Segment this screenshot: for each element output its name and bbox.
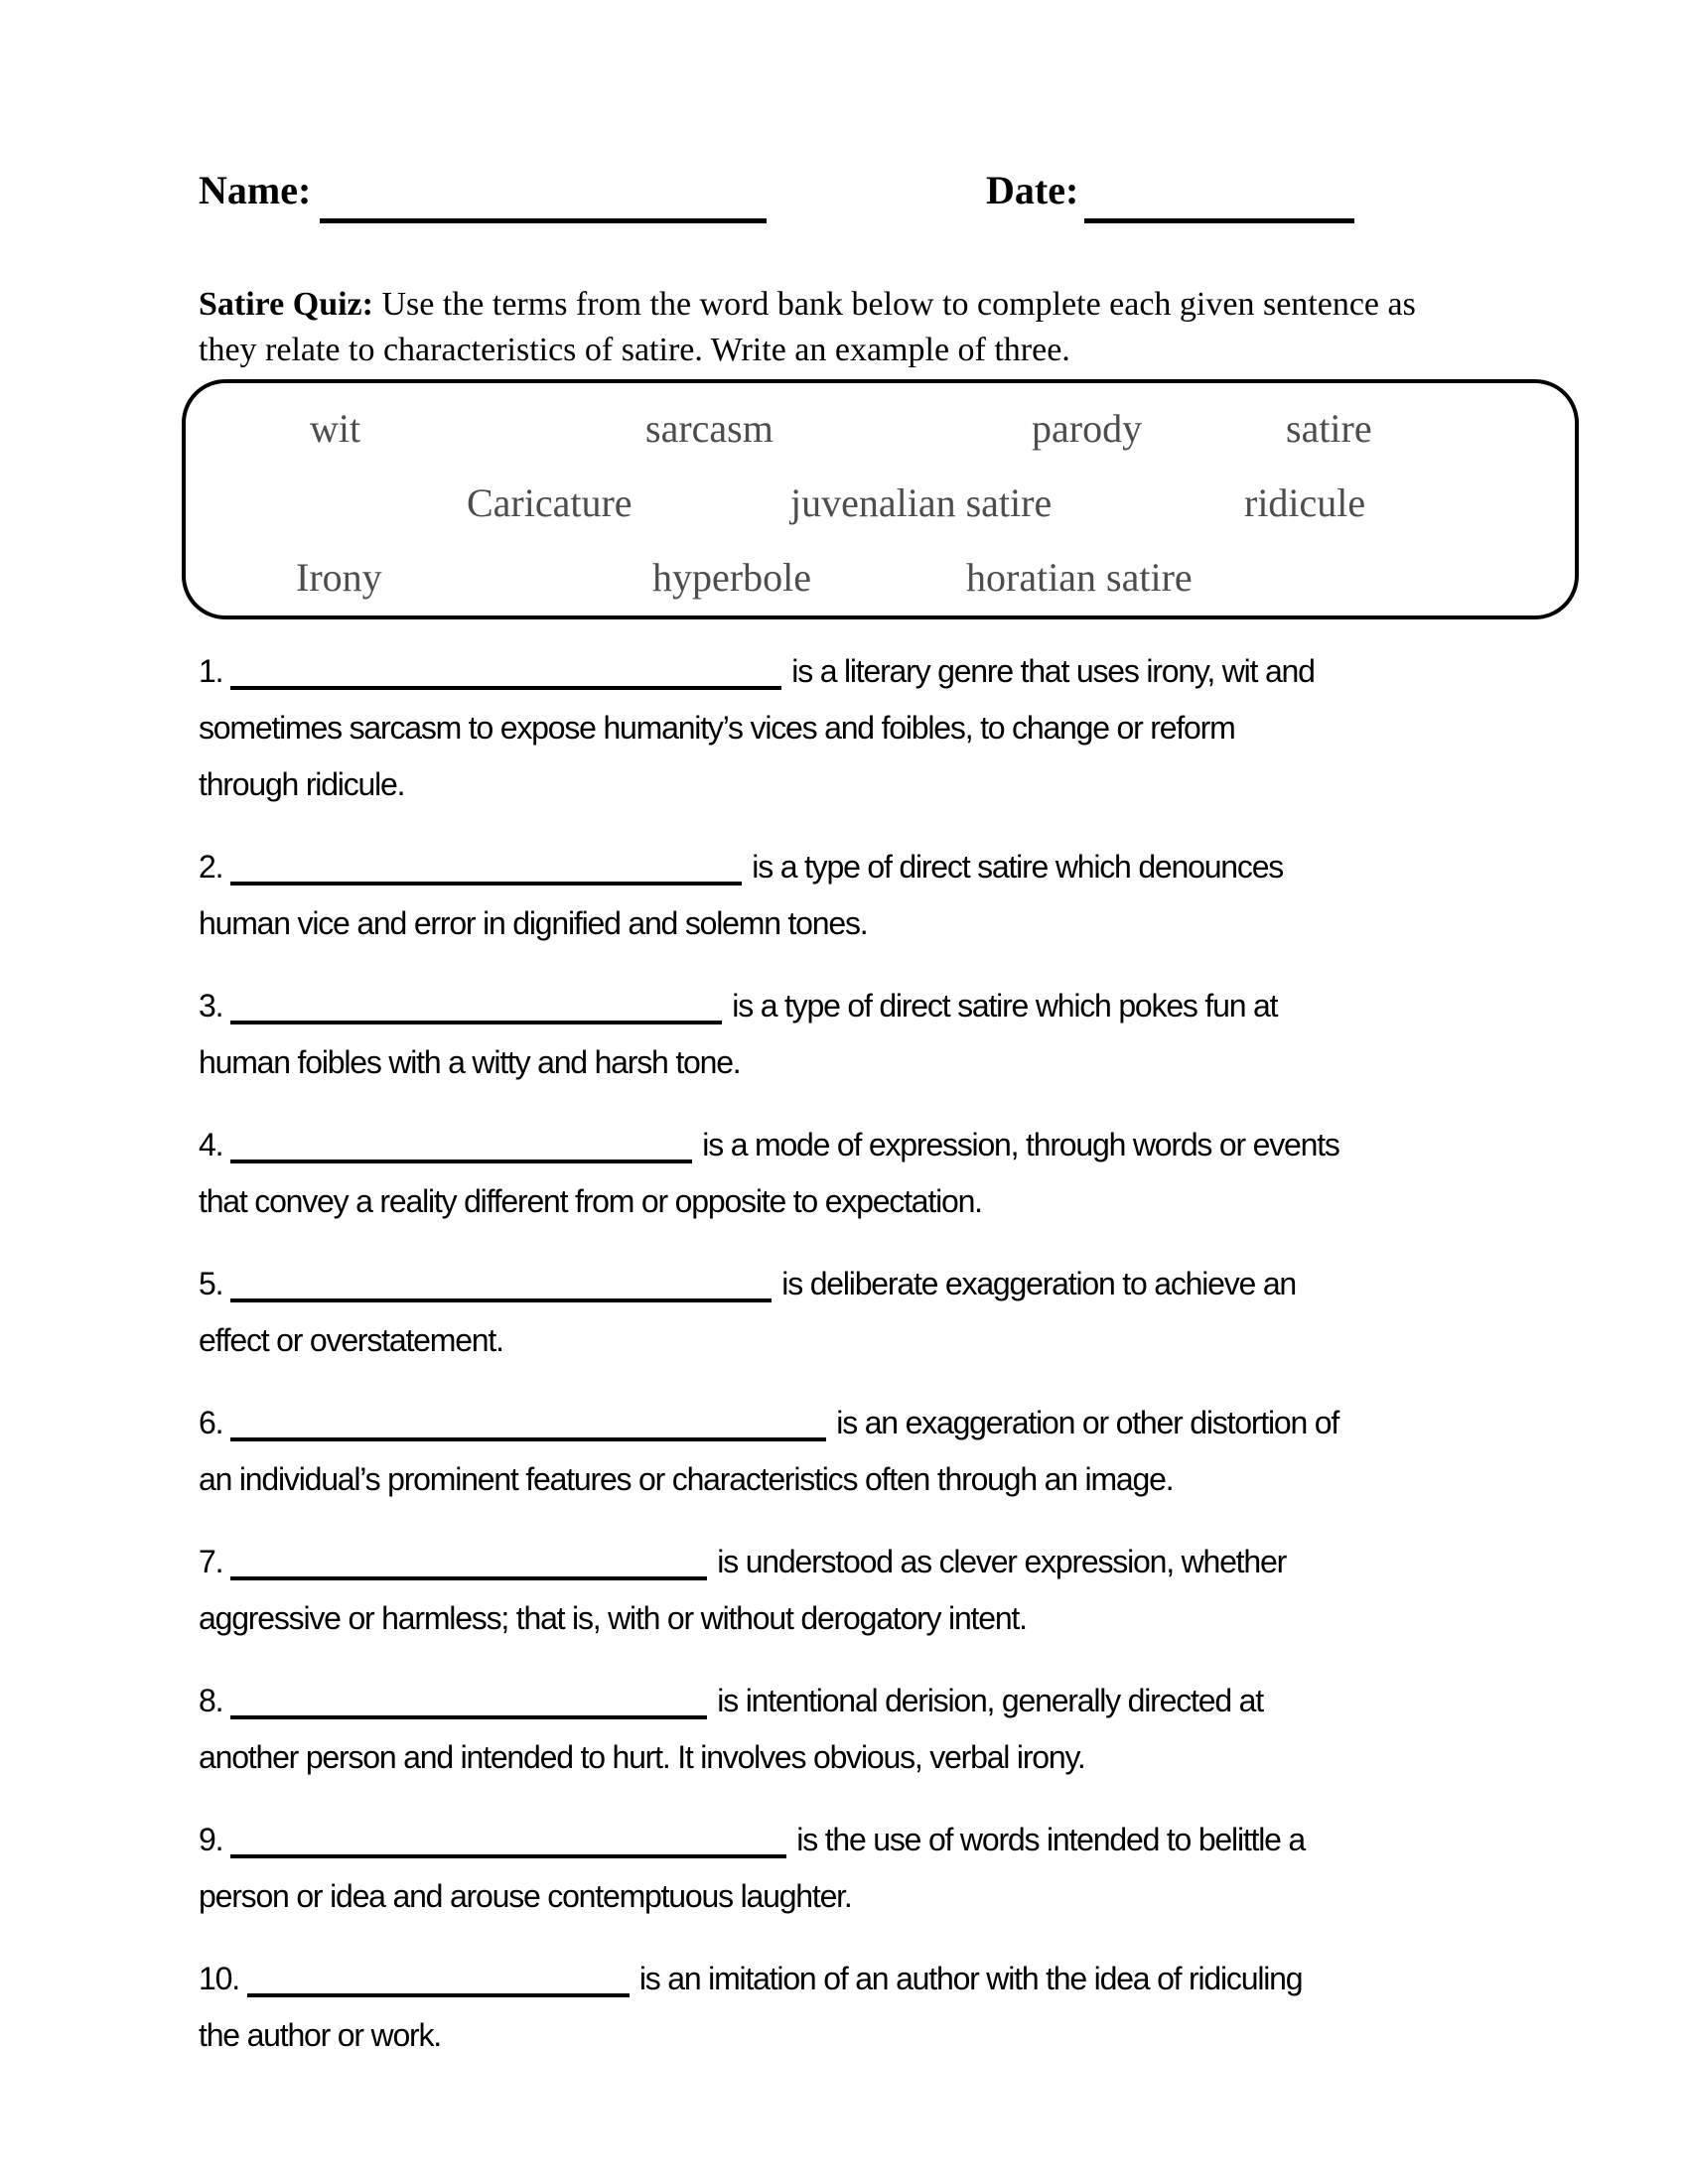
question-number: 10. xyxy=(199,1961,239,1996)
question-number: 5. xyxy=(199,1266,223,1301)
question-item xyxy=(199,1256,1519,1369)
question-text: through ridicule. xyxy=(199,766,405,802)
name-blank[interactable] xyxy=(320,218,767,223)
question-item xyxy=(199,1395,1519,1508)
word-bank-term: Irony xyxy=(296,555,382,600)
question-item xyxy=(199,1951,1519,2064)
question-item xyxy=(199,643,1519,813)
word-bank-term: wit xyxy=(310,406,361,451)
question-item xyxy=(199,978,1519,1091)
answer-blank[interactable] xyxy=(247,1993,630,1997)
word-bank-box xyxy=(182,379,1579,619)
word-bank-term: hyperbole xyxy=(652,555,811,600)
question-text: human foibles with a witty and harsh tone. xyxy=(199,1044,741,1080)
question-item xyxy=(199,1673,1519,1786)
question-line xyxy=(199,1256,1519,1312)
question-line xyxy=(199,839,1519,895)
question-number: 3. xyxy=(199,988,223,1024)
question-text: sometimes sarcasm to expose humanity’s vices and foibles, to change or reform xyxy=(199,710,1235,746)
question-text: is deliberate exaggeration to achieve an xyxy=(781,1266,1297,1301)
question-line xyxy=(199,643,1519,700)
question-line xyxy=(199,1951,1519,2007)
answer-blank[interactable] xyxy=(230,1021,722,1024)
word-bank-term: ridicule xyxy=(1244,480,1366,525)
answer-blank[interactable] xyxy=(230,1715,707,1719)
date-blank[interactable] xyxy=(1084,218,1354,223)
question-text: is a mode of expression, through words or events xyxy=(702,1127,1339,1162)
question-text: aggressive or harmless; that is, with or without derogatory intent. xyxy=(199,1600,1027,1636)
question-line xyxy=(199,978,1519,1034)
instructions-body: Use the terms from the word bank below to complete each given sentence as they relate to characteristics of satire. Write an example of three. xyxy=(199,286,1416,368)
question-number: 7. xyxy=(199,1544,223,1579)
word-bank-term: horatian satire xyxy=(966,555,1193,600)
question-line xyxy=(199,1117,1519,1173)
instructions-title: Satire Quiz: xyxy=(199,286,373,323)
word-bank-term: Caricature xyxy=(467,480,633,525)
question-line xyxy=(199,1395,1519,1451)
question-number: 6. xyxy=(199,1405,223,1440)
question-text: is a type of direct satire which denounces xyxy=(752,849,1284,885)
question-number: 1. xyxy=(199,653,223,689)
answer-blank[interactable] xyxy=(230,686,781,690)
question-item xyxy=(199,839,1519,952)
question-text: the author or work. xyxy=(199,2017,441,2053)
word-bank-term: juvenalian satire xyxy=(790,480,1053,525)
question-number: 4. xyxy=(199,1127,223,1162)
instructions xyxy=(199,282,1470,373)
answer-blank[interactable] xyxy=(230,1298,772,1302)
question-line xyxy=(199,1673,1519,1729)
word-bank-term: satire xyxy=(1286,406,1372,451)
question-number: 9. xyxy=(199,1822,223,1857)
answer-blank[interactable] xyxy=(230,1576,707,1580)
question-text: is an imitation of an author with the idea of ridiculing xyxy=(638,1961,1303,1996)
question-text: human vice and error in dignified and solemn tones. xyxy=(199,905,868,941)
question-text: effect or overstatement. xyxy=(199,1322,503,1358)
answer-blank[interactable] xyxy=(230,1160,692,1163)
answer-blank[interactable] xyxy=(230,1437,826,1441)
question-text: is an exaggeration or other distortion of xyxy=(836,1405,1339,1440)
question-text: is a literary genre that uses irony, wit and xyxy=(791,653,1315,689)
question-text: is intentional derision, generally directed at xyxy=(717,1683,1263,1718)
question-number: 8. xyxy=(199,1683,223,1718)
question-item xyxy=(199,1812,1519,1925)
question-line xyxy=(199,1534,1519,1590)
word-bank-term: parody xyxy=(1032,406,1143,451)
question-item xyxy=(199,1534,1519,1647)
date-label: Date: xyxy=(986,168,1079,212)
question-text: is a type of direct satire which pokes fun at xyxy=(732,988,1278,1024)
answer-blank[interactable] xyxy=(230,1854,786,1858)
question-line xyxy=(199,1812,1519,1868)
header xyxy=(0,167,1688,230)
questions xyxy=(199,643,1519,2064)
question-text: that convey a reality different from or opposite to expectation. xyxy=(199,1183,982,1219)
question-text: another person and intended to hurt. It involves obvious, verbal irony. xyxy=(199,1739,1085,1775)
question-text: person or idea and arouse contemptuous laughter. xyxy=(199,1878,852,1914)
question-text: an individual’s prominent features or characteristics often through an image. xyxy=(199,1461,1174,1497)
name-label: Name: xyxy=(199,168,312,212)
question-text: is the use of words intended to belittle a xyxy=(796,1822,1306,1857)
question-text: is understood as clever expression, whether xyxy=(717,1544,1287,1579)
question-item xyxy=(199,1117,1519,1230)
question-number: 2. xyxy=(199,849,223,885)
word-bank-term: sarcasm xyxy=(645,406,774,451)
answer-blank[interactable] xyxy=(230,882,742,886)
